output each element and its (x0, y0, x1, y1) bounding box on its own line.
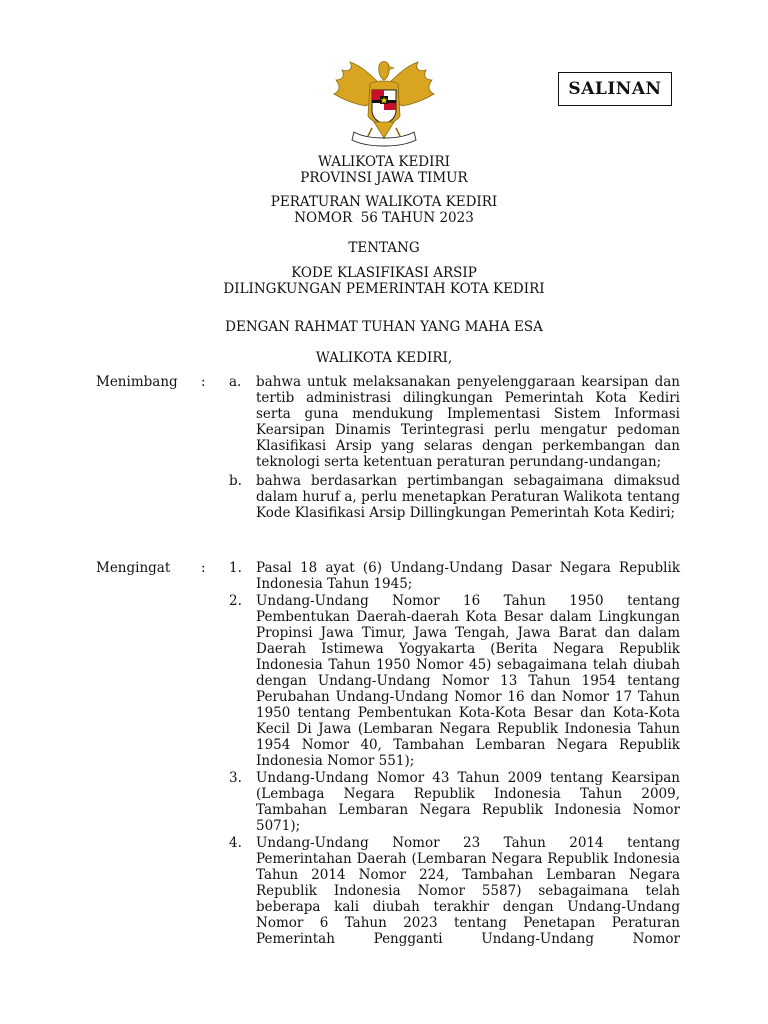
item-marker: 4. (229, 835, 242, 851)
item-marker: 2. (229, 593, 242, 609)
mengingat-colon: : (201, 560, 206, 576)
list-item (0, 473, 768, 521)
mengingat-section (0, 560, 768, 947)
list-item (0, 770, 768, 834)
mengingat-label: Mengingat (96, 560, 171, 576)
list-item (0, 593, 768, 769)
menimbang-label: Menimbang (96, 374, 178, 390)
item-text: Undang-Undang Nomor 23 Tahun 2014 tentang Pemerintahan Daerah (Lembaran Negara Republik Indonesia Tahun 2014 Nomor 224, Tambahan Lembaran Negara Republik Indonesia Nomor 5587) sebagaimana telah beberapa kali diubah terakhir dengan Undang-Undang Nomor 6 Tahun 2023 tentang Penetapan Peraturan Pemerintah Pengganti Undang-Undang Nomor (256, 835, 680, 947)
item-marker: b. (229, 473, 242, 489)
issuer-line1: WALIKOTA KEDIRI (318, 154, 450, 170)
item-marker: 1. (229, 560, 242, 576)
list-item (0, 835, 768, 947)
item-marker: 3. (229, 770, 242, 786)
document-number: NOMOR 56 TAHUN 2023 (294, 210, 474, 226)
item-marker: a. (229, 374, 242, 390)
document-title: PERATURAN WALIKOTA KEDIRI (270, 194, 498, 210)
garuda-pancasila-emblem-icon (332, 56, 436, 148)
item-text: Undang-Undang Nomor 16 Tahun 1950 tentang Pembentukan Daerah-daerah Kota Besar dalam Lingkungan Propinsi Jawa Timur, Jawa Tengah, Jawa Barat dan dalam Daerah Istimewa Yogyakarta (Berita Negara Republik Indonesia Tahun 1950 Nomor 45) sebagaimana telah diubah dengan Undang-Undang Nomor 13 Tahun 1954 tentang Perubahan Undang-Undang Nomor 16 dan Nomor 17 Tahun 1950 tentang Pembentukan Kota-Kota Besar dan Kota-Kota Kecil Di Jawa (Lembaran Negara Republik Indonesia Tahun 1954 Nomor 40, Tambahan Lembaran Negara Republik Indonesia Nomor 551); (256, 593, 680, 769)
authority-line: WALIKOTA KEDIRI, (315, 350, 453, 366)
list-item (0, 374, 768, 470)
blessing-line: DENGAN RAHMAT TUHAN YANG MAHA ESA (225, 319, 543, 335)
subject-line1: KODE KLASIFIKASI ARSIP (291, 265, 477, 281)
menimbang-section (0, 374, 768, 521)
about-heading: TENTANG (348, 240, 420, 256)
menimbang-colon: : (201, 374, 206, 390)
list-item (0, 560, 768, 592)
item-text: Undang-Undang Nomor 43 Tahun 2009 tentang Kearsipan (Lembaga Negara Republik Indonesia Tahun 2009, Tambahan Lembaran Negara Republik Indonesia Nomor 5071); (256, 770, 680, 834)
subject-line2: DILINGKUNGAN PEMERINTAH KOTA KEDIRI (223, 281, 545, 297)
issuer-line2: PROVINSI JAWA TIMUR (300, 170, 468, 186)
item-text: Pasal 18 ayat (6) Undang-Undang Dasar Negara Republik Indonesia Tahun 1945; (256, 560, 680, 592)
item-text: bahwa untuk melaksanakan penyelenggaraan kearsipan dan tertib administrasi dilingkungan Pemerintah Kota Kediri serta guna mendukung Implementasi Sistem Informasi Kearsipan Dinamis Terintegrasi perlu mengatur pedoman Klasifikasi Arsip yang selaras dengan perkembangan dan teknologi serta ketentuan peraturan perundang-undangan; (256, 374, 680, 470)
item-text: bahwa berdasarkan pertimbangan sebagaimana dimaksud dalam huruf a, perlu menetapkan Peraturan Walikota tentang Kode Klasifikasi Arsip Dillingkungan Pemerintah Kota Kediri; (256, 473, 680, 521)
salinan-stamp: SALINAN (558, 72, 672, 106)
